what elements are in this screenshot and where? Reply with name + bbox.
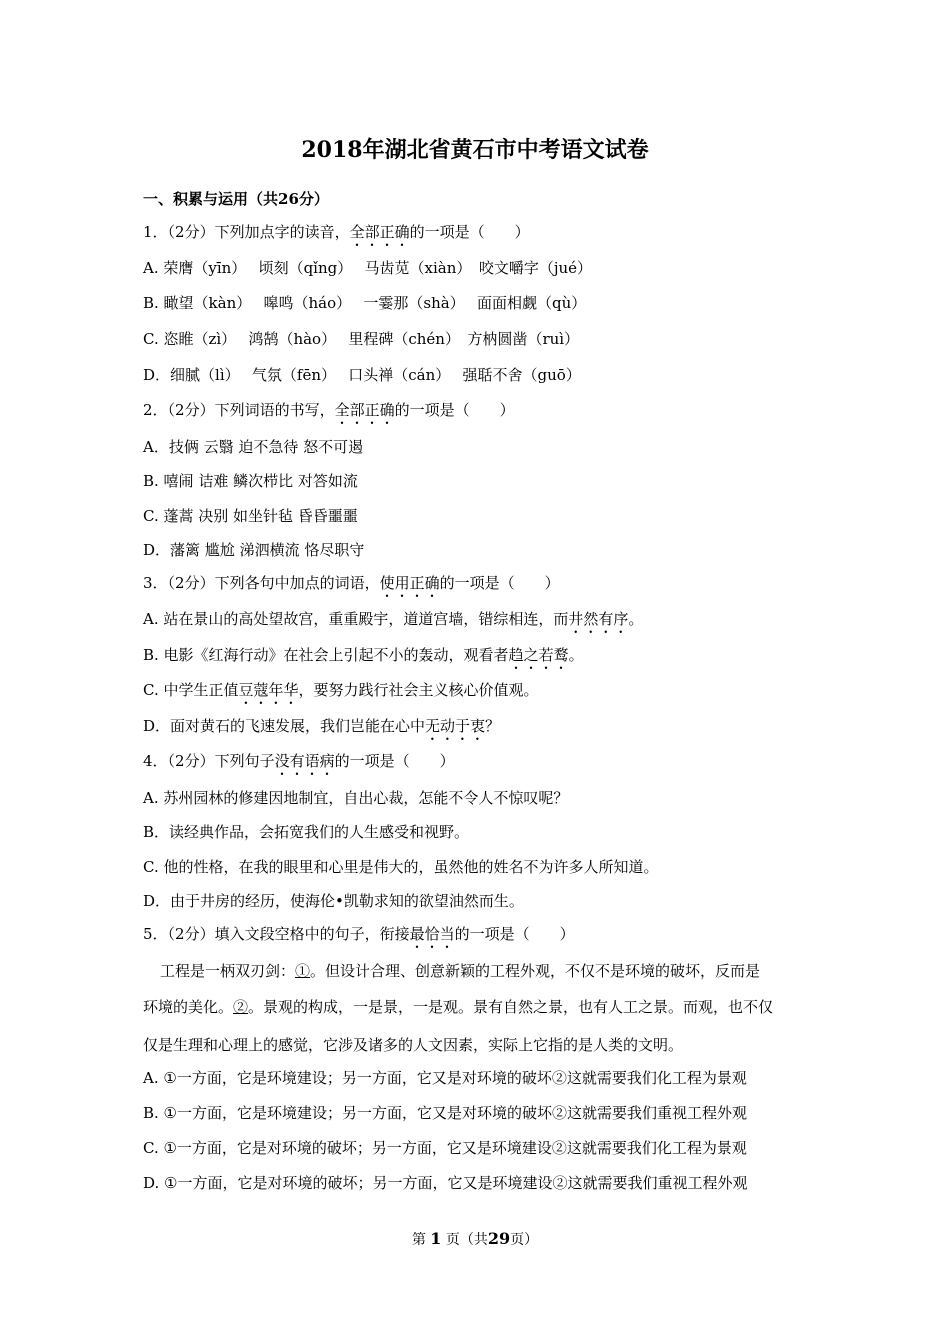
q2-option-a: A．技俩 云翳 迫不急待 怒不可遏 [143, 438, 364, 456]
q1-option-a: A. 荣膺（yīn） 顷刻（qǐng） 马齿苋（xiàn） 咬文嚼字（jué） [143, 259, 593, 277]
question-2-stem [143, 400, 515, 428]
q1-stem-tail: 的一项是（ ） [409, 223, 530, 241]
q1-option-b: B. 瞰望（kàn） 嗥鸣（háo） 一霎那（shà） 面面相觑（qù） [143, 294, 587, 312]
q5-passage-line-1 [160, 961, 760, 981]
q5-option-d: D. ①一方面，它是对环境的破坏；另一方面，它又是环境建设②这就需要我们重视工程外观 [143, 1174, 748, 1192]
question-1-stem [143, 222, 530, 250]
q3c-dotted: 豆蔻年华 [238, 681, 299, 699]
q5-passage-text: 。景观的构成，一是景，一是观。景有自然之景，也有人工之景。而观，也不仅 [248, 998, 774, 1016]
q4-option-d: D．由于井房的经历，使海伦•凯勒求知的欲望油然而生。 [143, 892, 524, 910]
question-4-stem [143, 751, 455, 779]
q1-option-d: D．细腻（lì） 气氛（fēn） 口头禅（cán） 强聒不舍（guō） [143, 366, 581, 384]
q5-option-a: A. ①一方面，它是环境建设；另一方面，它又是对环境的破坏②这就需要我们化工程为景观 [143, 1069, 747, 1087]
q3d-text: D．面对黄石的飞速发展，我们岂能在心中 [143, 717, 426, 735]
q4-option-b: B．读经典作品，会拓宽我们的人生感受和视野。 [143, 823, 470, 841]
q1-stem-text: 1．（2分）下列加点字的读音， [143, 223, 350, 241]
footer-total-pages: 29 [487, 1229, 511, 1248]
q5-passage-line-2 [143, 997, 773, 1017]
q5-stem-dotted: 最恰当 [409, 925, 455, 943]
q3b-tail: 。 [568, 646, 584, 664]
q5-option-c: C. ①一方面，它是对环境的破坏；另一方面，它又是环境建设②这就需要我们化工程为景观 [143, 1139, 747, 1157]
q5-passage-text: 工程是一柄双刃剑： [160, 962, 296, 980]
q2-option-c: C. 蓬蒿 决别 如坐针毡 昏昏噩噩 [143, 507, 358, 525]
q3a-tail: 。 [628, 610, 644, 628]
q3-option-c [143, 680, 539, 708]
q3b-text: B. 电影《红海行动》在社会上引起不小的轰动，观看者 [143, 646, 509, 664]
section-heading: 一、积累与运用（共26分） [143, 190, 329, 208]
q4-option-a: A. 苏州园林的修建因地制宜，自出心裁，怎能不令人不惊叹呢？ [143, 789, 569, 807]
footer-text: 第 [411, 1232, 426, 1248]
q3-stem-text: 3．（2分）下列各句中加点的词语， [143, 574, 380, 592]
q3c-text: C. 中学生正值 [143, 681, 239, 699]
q5-passage-text: 环境的美化。 [143, 998, 234, 1016]
q3-stem-tail: 的一项是（ ） [439, 574, 560, 592]
q3-option-a [143, 609, 643, 637]
q3b-dotted: 趋之若鹜 [508, 646, 569, 664]
q2-stem-text: 2．（2分）下列词语的书写， [143, 401, 335, 419]
q2-stem-dotted: 全部正确 [334, 401, 395, 419]
q3-stem-dotted: 使用正确 [379, 574, 440, 592]
q1-option-c: C. 恣睢（zì） 鸿鹄（hào） 里程碑（chén） 方枘圆凿（ruì） [143, 330, 580, 348]
question-3-stem [143, 573, 560, 601]
q3a-text: A. 站在景山的高处望故宫，重重殿宇，道道宫墙，错综相连，而 [143, 610, 569, 628]
q3d-tail: ？ [485, 717, 501, 735]
q5-blank-2: ② [233, 998, 249, 1016]
q3-option-b [143, 645, 584, 673]
q4-stem-text: 4．（2分）下列句子 [143, 752, 275, 770]
page-footer [0, 1229, 950, 1249]
q2-stem-tail: 的一项是（ ） [394, 401, 515, 419]
q3a-dotted: 井然有序 [568, 610, 629, 628]
q2-option-b: B. 嘻闹 诘难 鳞次栉比 对答如流 [143, 472, 358, 490]
footer-text: 页（共 [445, 1232, 488, 1248]
q5-stem-tail: 的一项是（ ） [454, 925, 575, 943]
page-title: 2018年湖北省黄石市中考语文试卷 [301, 137, 649, 163]
q1-stem-dotted: 全部正确 [349, 223, 410, 241]
q4-stem-dotted: 没有语病 [274, 752, 335, 770]
q5-option-b: B. ①一方面，它是环境建设；另一方面，它又是对环境的破坏②这就需要我们重视工程外观 [143, 1104, 748, 1122]
q4-option-c: C. 他的性格，在我的眼里和心里是伟大的，虽然他的姓名不为许多人所知道。 [143, 858, 659, 876]
q5-passage-text: 。但设计合理、创意新颖的工程外观，不仅不是环境的破坏，反而是 [310, 962, 761, 980]
q3c-tail: ，要努力践行社会主义核心价值观。 [298, 681, 539, 699]
footer-text: 页） [510, 1232, 539, 1248]
q5-passage-line-3: 仅是生理和心理上的感觉，它涉及诸多的人文因素，实际上它指的是人类的文明。 [143, 1036, 684, 1054]
q4-stem-tail: 的一项是（ ） [334, 752, 455, 770]
q3d-dotted: 无动于衷 [425, 717, 486, 735]
question-5-stem [143, 924, 575, 952]
q5-stem-text: 5．（2分）填入文段空格中的句子，衔接 [143, 925, 410, 943]
q3-option-d [143, 716, 500, 744]
q5-blank-1: ① [295, 962, 311, 980]
footer-page-number: 1 [430, 1229, 442, 1248]
q2-option-d: D．藩篱 尴尬 涕泗横流 恪尽职守 [143, 541, 365, 559]
